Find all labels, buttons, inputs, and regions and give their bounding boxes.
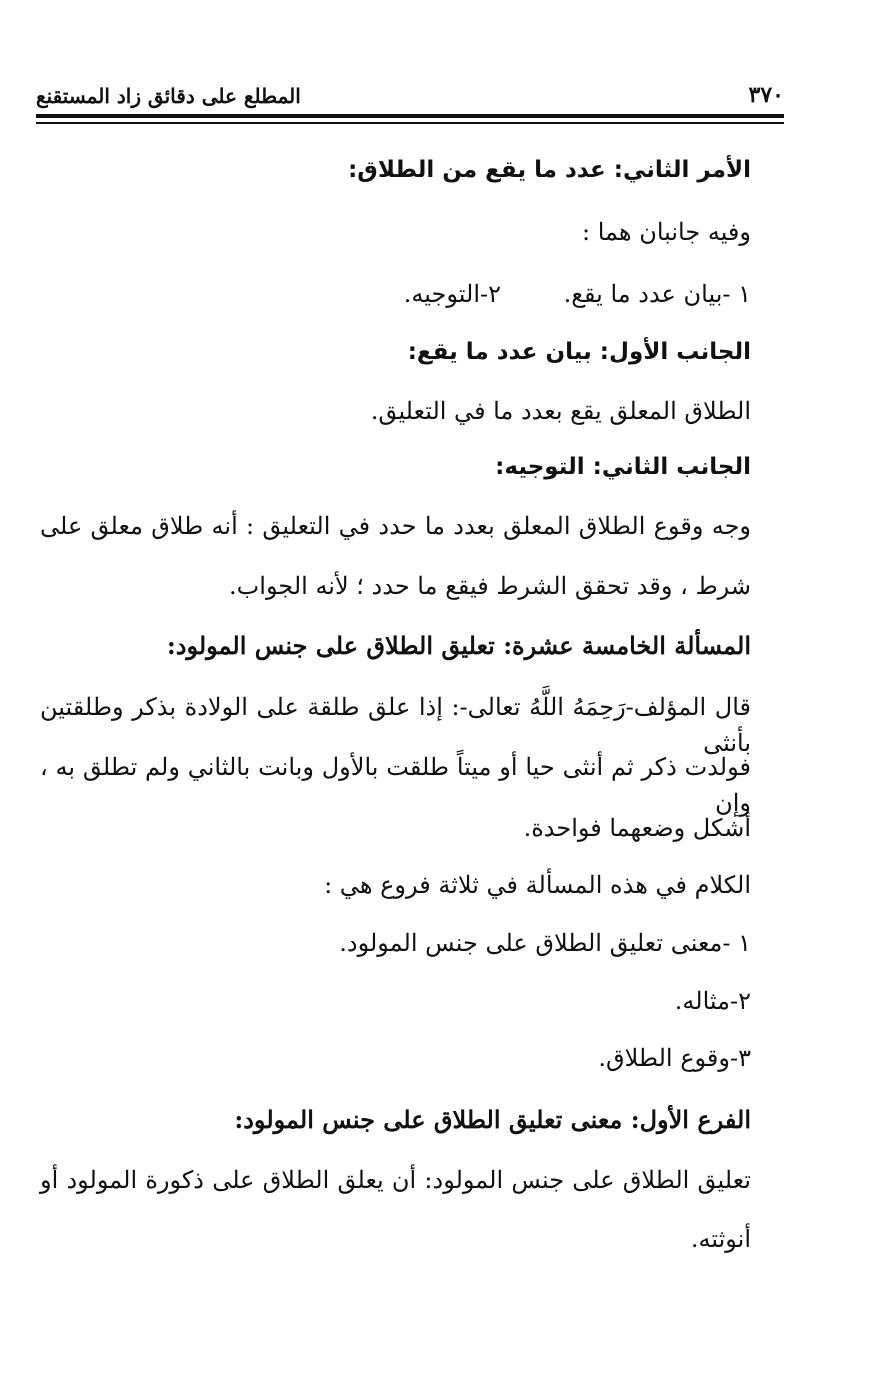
- paragraph-justification-line: وجه وقوع الطلاق المعلق بعدد ما حدد في التعليق : أنه طلاق معلق على: [40, 512, 751, 540]
- aspects-list: [131, 276, 751, 312]
- paragraph-justification-line: شرط ، وقد تحقق الشرط فيقع ما حدد ؛ لأنه الجواب.: [229, 572, 751, 600]
- heading-second-aspect: الجانب الثاني: التوجيه:: [495, 454, 751, 480]
- paragraph-definition-line: تعليق الطلاق على جنس المولود: أن يعلق الطلاق على ذكورة المولود أو: [40, 1166, 751, 1194]
- aspect-item: ٢-التوجيه.: [403, 280, 501, 308]
- heading-first-branch: الفرع الأول: معنى تعليق الطلاق على جنس المولود:: [234, 1105, 751, 1134]
- heading-issue-fifteen: المسألة الخامسة عشرة: تعليق الطلاق على جنس المولود:: [166, 631, 751, 660]
- heading-first-aspect: الجانب الأول: بيان عدد ما يقع:: [407, 339, 751, 365]
- running-header: [36, 82, 784, 112]
- paragraph-quote-line: أشكل وضعهما فواحدة.: [523, 814, 751, 842]
- paragraph-branches-intro: الكلام في هذه المسألة في ثلاثة فروع هي :: [324, 871, 751, 899]
- book-title: المطلع على دقائق زاد المستقنع: [36, 84, 301, 108]
- heading-second-matter: الأمر الثاني: عدد ما يقع من الطلاق:: [348, 157, 751, 183]
- branch-item: ٣-وقوع الطلاق.: [598, 1044, 751, 1072]
- page-number: ٣٧٠: [748, 82, 784, 108]
- paragraph-quote-line: فولدت ذكر ثم أنثى حيا أو ميتاً طلقت بالأول وبانت بالثاني ولم تطلق به ، وإن: [40, 753, 751, 817]
- paragraph-definition-line: أنوثته.: [690, 1225, 751, 1253]
- aspect-item: ١ -بيان عدد ما يقع.: [563, 280, 751, 308]
- header-rule-thick: [36, 114, 784, 118]
- branch-item: ٢-مثاله.: [674, 987, 751, 1015]
- header-rule-thin: [36, 122, 784, 124]
- branch-item: ١ -معنى تعليق الطلاق على جنس المولود.: [339, 929, 751, 957]
- intro-two-aspects: وفيه جانبان هما :: [582, 218, 751, 246]
- paragraph-quote-line: قال المؤلف-رَحِمَهُ اللَّهُ تعالى-: إذا علق طلقة على الولادة بذكر وطلقتين بأنثى: [40, 693, 751, 757]
- paragraph-ruling: الطلاق المعلق يقع بعدد ما في التعليق.: [370, 397, 751, 425]
